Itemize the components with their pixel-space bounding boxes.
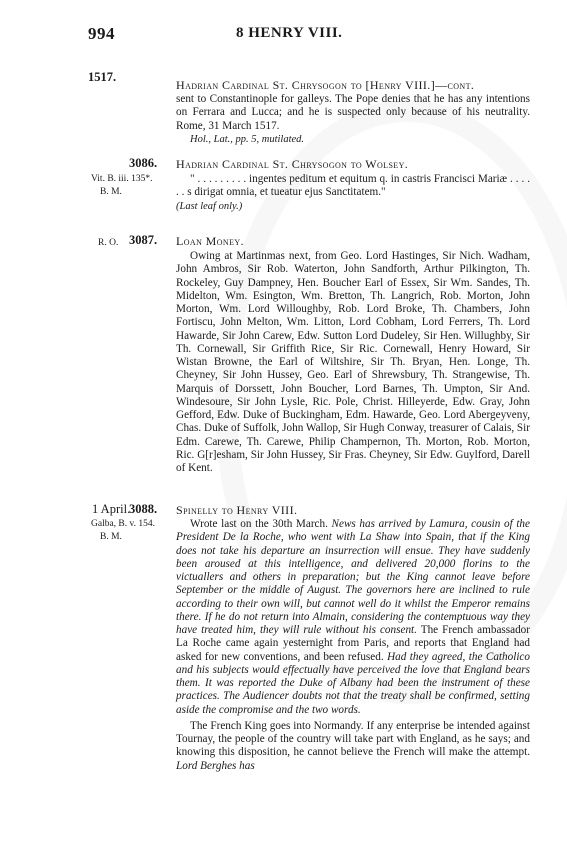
entry-title: Loan Money.: [176, 234, 244, 248]
page-header: [0, 24, 567, 48]
entry-paragraph: [176, 518, 530, 717]
entry-title: Spinelly to Henry VIII.: [176, 503, 298, 517]
entry-body: [176, 250, 530, 475]
margin-year: 1517.: [88, 70, 117, 84]
page-number: 994: [88, 24, 115, 43]
entry-date: 1 April.: [92, 502, 131, 516]
entry-paragraph: Owing at Martinmas next, from Geo. Lord Hastinges, Sir Nich. Wadham, John Ambros, Sir Rob. Waterton, John Sandforth, Arthur Pilkington, Th. Rockeley, Guy Dampney, Hen. Boucher Earl of Essex, Sir Wm. Sandes, Th. Midelton, Wm. Esington, Wm. Bretton, Th. Langrich, Rob. Morton, John Morton, Wm. Lord Willoughby, Rob. Lord Broke, Th. Chambers, John Fortiscu, John Melton, Wm. Litton, Lord Cobham, Lord Ferrers, Th. Lord Hawarde, Sir John Carew, Edw. Sutton Lord Dudeley, Sir Hen. Willughby, Sir Th. Cornewall, Sir Griffith Rice, Sir Ric. Cornewall, Henry Howard, Sir Wistan Browne, the Earl of Wiltshire, Sir Th. Bryan, Hen. Longe, Th. Cheyney, Sir John Hussey, Geo. Earl of Shrewsbury, Th. Strangewise, Th. Marquis of Dorssett, John Boucher, Lord Barnes, Th. Umpton, Sir And. Windesoure, Sir John Lysle, Ric. Pole, Christ. Hilleyerde, Edw. Gray, John Gefford, Edw. Duke of Buckingham, Edm. Hawarde, Geo. Lord Abergeyveny, Chas. Duke of Suffolk, John Wallop, Sir Hugh Conway, treasurer of Calais, Sir Edm. Carewe, Th. Carewe, Philip Champernon, Th. Morton, Rob. Morton, Ric. G[r]esham, Sir John Hussey, Sir Fras. Cheyney, Sir Edw. Guylford, Darell of Kent.: [176, 250, 530, 474]
entry-number: 3088.: [129, 502, 158, 516]
entry-title: Hadrian Cardinal St. Chrysogon to [Henry VIII.]—cont.: [176, 78, 475, 92]
paragraph-text: Wrote last on the 30th March.: [190, 518, 332, 530]
entry-body: [176, 518, 530, 773]
entry-body: [176, 93, 530, 146]
margin-reference: Galba, B. v. 154.: [91, 519, 156, 529]
paragraph-text: The French ambassador La Roche came again yesternight from Paris, and reports that England had asked for new conventions, and been refused.: [176, 624, 530, 663]
entry-paragraph: " . . . . . . . . . ingentes peditum et equitum q. in castris Francisci Mariæ . . . . . . s dirigat omnia, et tueatur ejus Sanctitatem.": [176, 173, 530, 199]
entry-number: 3086.: [129, 156, 158, 170]
entry-paragraph: sent to Constantinople for galleys. The Pope denies that he has any intentions on Ferrara and Lucca; and he is suspected only because of his neutrality. Rome, 31 March 1517.: [176, 93, 530, 132]
entry-body: [176, 173, 530, 213]
margin-reference: Vit. B. iii. 135*.: [91, 174, 153, 184]
running-head: 8 HENRY VIII.: [236, 25, 343, 41]
entry-title: Hadrian Cardinal St. Chrysogon to Wolsey.: [176, 157, 409, 171]
source-note: Hol., Lat., pp. 5, mutilated.: [190, 133, 305, 145]
paragraph-italic-text: Lord Berghes has: [176, 759, 255, 772]
paragraph-text: The French King goes into Normandy. If any enterprise be intended against Tournay, the people of the country will take part with England, as he says; and knowing this disposition, he cannot believe the French will make the attempt.: [176, 719, 530, 759]
paragraph-italic-text: Had they agreed, the Catholico and his subjects would effectually have perceived the love that England bears them. It was reported the Duke of Albany had been the instrument of these practices. The Audiencer doubts not that the treaty shall be confirmed, setting aside the compromise and the two words.: [176, 650, 530, 716]
margin-repository: R. O.: [98, 238, 119, 248]
entry-paragraph: [176, 720, 530, 773]
source-note: (Last leaf only.): [176, 200, 243, 212]
margin-repository: B. M.: [100, 187, 122, 197]
paragraph-italic-text: News has arrived by Lamura, cousin of the President De la Roche, who went with La Shaw into Spain, that if the King does not take his departure an insurrection will ensue. They have suddenly been aroused at this intelligence, and delivered 20,000 florins to the victuallers and others in preparation; but the King cannot leave before September or the middle of August. The governors here are inclined to rule according to their own will, but cannot well do it whilst the Emperor remains there. If he do not return into Almain, considering the contemptuous way they have treated him, they will rule without his consent.: [176, 518, 530, 636]
entry-number: 3087.: [129, 233, 158, 247]
margin-repository: B. M.: [100, 532, 122, 542]
